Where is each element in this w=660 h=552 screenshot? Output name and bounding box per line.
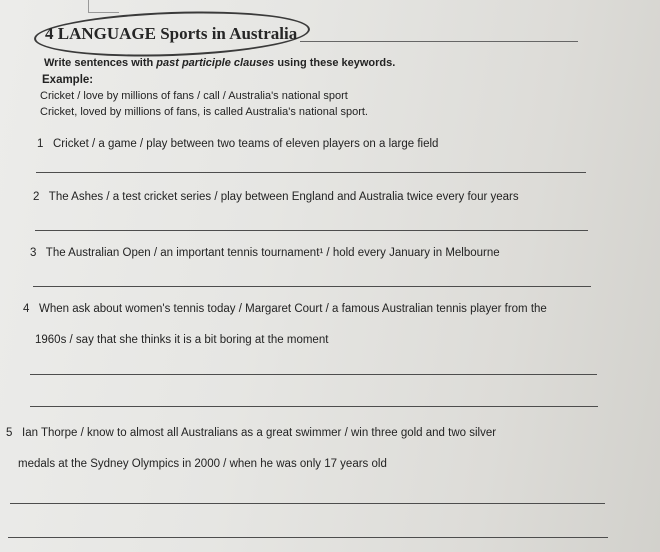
item-text: The Australian Open / an important tennis tournament¹ / hold every January in Melbourne [45, 247, 500, 259]
answer-line[interactable] [10, 503, 605, 504]
instruction-prefix: Write sentences with [44, 57, 157, 69]
example-answer: Cricket, loved by millions of fans, is called Australia's national sport. [40, 106, 368, 118]
item-number: 1 [37, 138, 44, 150]
item-text: When ask about women's tennis today / Margaret Court / a famous Australian tennis player from the [39, 303, 547, 315]
answer-line[interactable] [30, 374, 597, 375]
example-prompt: Cricket / love by millions of fans / call / Australia's national sport [40, 90, 348, 102]
exercise-item-4 [23, 303, 547, 315]
section-title: 4 LANGUAGE Sports in Australia [45, 24, 298, 43]
exercise-item-2 [33, 191, 519, 203]
answer-line[interactable] [35, 230, 588, 231]
page-corner-mark [88, 0, 119, 13]
item-number: 3 [30, 247, 37, 259]
item-text: Cricket / a game / play between two teams of eleven players on a large field [53, 138, 439, 150]
exercise-item-1 [37, 138, 438, 150]
exercise-item-5 [6, 427, 496, 439]
item-5-continuation: medals at the Sydney Olympics in 2000 / when he was only 17 years old [18, 458, 387, 470]
item-number: 4 [23, 303, 30, 315]
item-text: Ian Thorpe / know to almost all Australians as a great swimmer / win three gold and two silver [22, 427, 497, 439]
example-label: Example: [42, 74, 94, 86]
item-4-continuation: 1960s / say that she thinks it is a bit boring at the moment [35, 334, 329, 346]
item-number: 2 [33, 191, 40, 203]
title-rule [300, 41, 578, 42]
answer-line[interactable] [8, 537, 608, 538]
instruction-suffix: using these keywords. [274, 57, 396, 69]
item-text: The Ashes / a test cricket series / play between England and Australia twice every four years [48, 191, 519, 203]
answer-line[interactable] [36, 172, 586, 173]
answer-line[interactable] [30, 406, 598, 407]
item-number: 5 [6, 427, 13, 439]
exercise-item-3 [30, 247, 500, 259]
instruction-emphasis: past participle clauses [156, 57, 275, 69]
answer-line[interactable] [33, 286, 591, 287]
instruction [44, 57, 395, 69]
